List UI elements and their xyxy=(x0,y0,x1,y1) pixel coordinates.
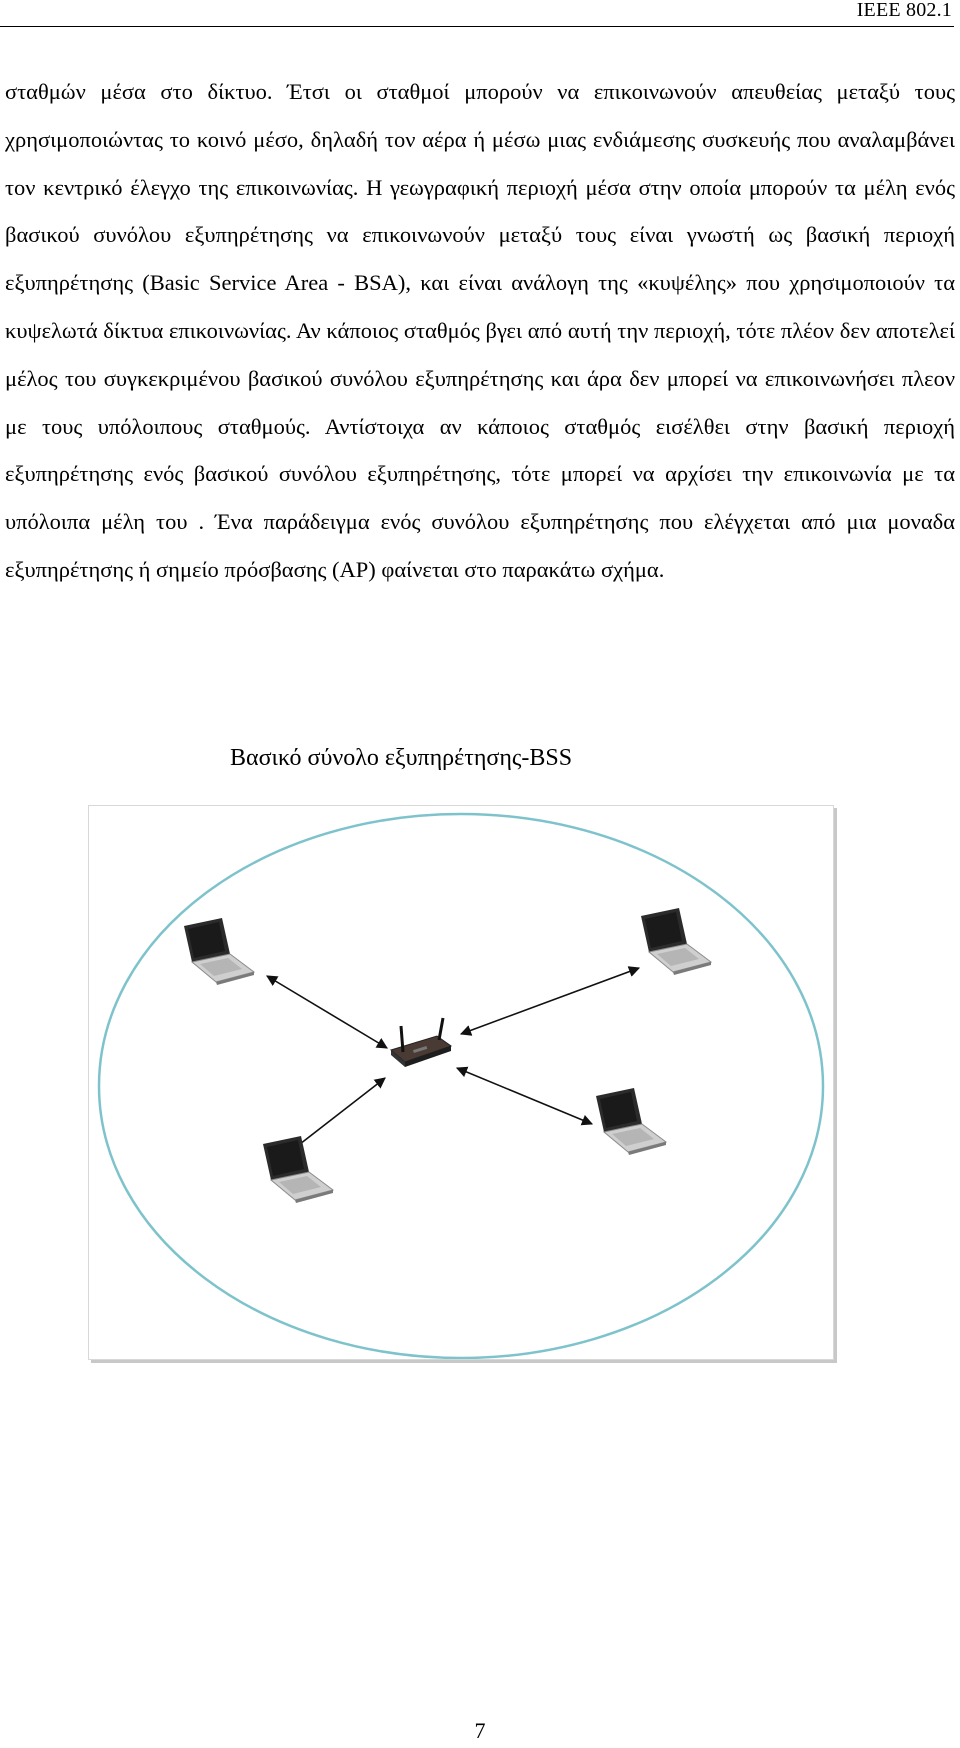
bss-diagram xyxy=(88,805,834,1360)
laptop-icon xyxy=(184,918,254,985)
body-paragraph: σταθμών μέσα στο δίκτυο. Έτσι οι σταθμοί μπορούν να επικοινωνούν απευθείας μεταξύ τους χρησιμοποιώντας το κοινό μέσο, δηλαδή τον αέρα ή μέσω μιας ενδιάμεσης συσκευής που αναλαμβάνει τον κεντρικό έλεγχο της επικοινωνίας. Η γεωγραφική περιοχή μέσα στην οποία μπορούν τα μέλη ενός βασικού συνόλου εξυπηρέτησης να επικοινωνούν μεταξύ τους είναι γνωστή ως βασική περιοχή εξυπηρέτησης (Basic Service Area - BSA), και είναι ανάλογη της «κυψέλης» που χρησιμοποιούν τα κυψελωτά δίκτυα επικοινωνίας. Αν κάποιος σταθμός βγει από αυτή την περιοχή, τότε πλέον δεν αποτελεί μέλος του συγκεκριμένου βασικού συνόλου εξυπηρέτησης και άρα δεν μπορεί να επικοινωνήσει πλεον με τους υπόλοιπους σταθμούς. Αντίστοιχα αν κάποιος σταθμός εισέλθει στην βασική περιοχή εξυπηρέτησης ενός βασικού συνόλου εξυπηρέτησης, τότε μπορεί να αρχίσει την επικοινωνία με τα υπόλοιπα μέλη του . Ένα παράδειγμα ενός συνόλου εξυπηρέτησης που ελέγχεται από μια μοναδα εξυπηρέτησης ή σημείο πρόσβασης (AP) φαίνεται στο παρακάτω σχήμα. xyxy=(5,79,955,582)
laptop-icon xyxy=(263,1136,333,1203)
running-header xyxy=(0,0,954,27)
laptop-icon xyxy=(641,908,711,975)
link-arrow-top-right xyxy=(461,968,639,1034)
coverage-circle xyxy=(99,814,823,1358)
page-number: 7 xyxy=(474,1718,486,1743)
link-arrow-bottom-right xyxy=(457,1068,592,1124)
link-arrow-top-left xyxy=(267,976,387,1048)
figure-caption: Βασικό σύνολο εξυπηρέτησης-BSS xyxy=(230,745,573,771)
laptop-icon xyxy=(596,1088,666,1155)
running-title: IEEE 802.1 xyxy=(856,0,952,21)
access-point-icon xyxy=(391,1018,451,1067)
